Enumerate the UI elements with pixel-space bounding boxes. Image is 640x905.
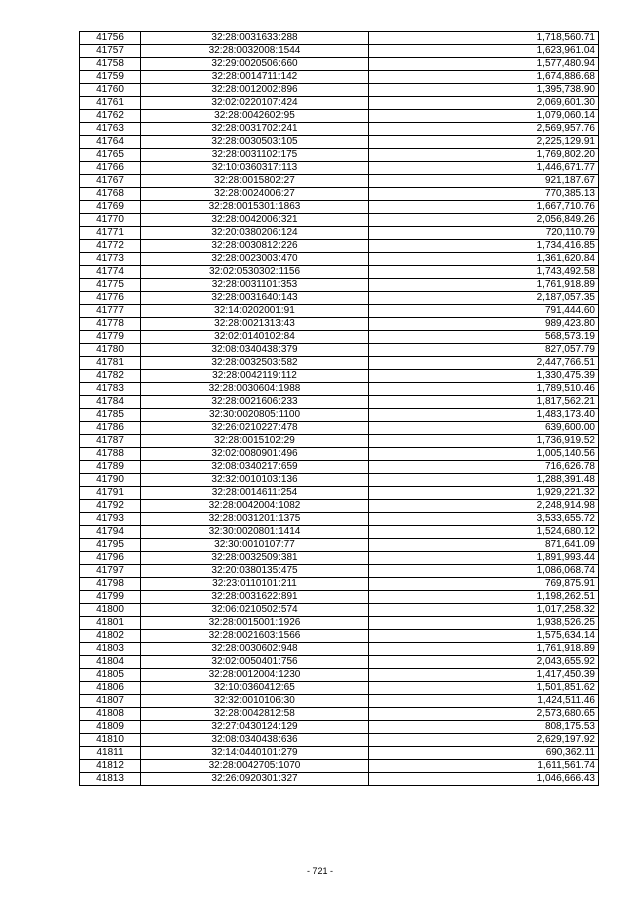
row-number-cell: 41803 [80, 643, 141, 656]
table-row [80, 331, 599, 344]
row-number-cell: 41809 [80, 721, 141, 734]
cadastral-number-cell: 32:02:0530302:1156 [141, 266, 369, 279]
table-row [80, 578, 599, 591]
page-number: - 721 - [306, 866, 333, 876]
table-row [80, 773, 599, 786]
value-cell: 1,761,918.89 [369, 279, 599, 292]
cadastral-number-cell: 32:14:0440101:279 [141, 747, 369, 760]
value-cell: 568,573.19 [369, 331, 599, 344]
table-row [80, 630, 599, 643]
table-row [80, 656, 599, 669]
cadastral-number-cell: 32:28:0042705:1070 [141, 760, 369, 773]
cadastral-number-cell: 32:28:0014711:142 [141, 71, 369, 84]
value-cell: 690,362.11 [369, 747, 599, 760]
row-number-cell: 41764 [80, 136, 141, 149]
row-number-cell: 41794 [80, 526, 141, 539]
row-number-cell: 41781 [80, 357, 141, 370]
table-row [80, 617, 599, 630]
value-cell: 871,641.09 [369, 539, 599, 552]
value-cell: 716,626.78 [369, 461, 599, 474]
table-row [80, 526, 599, 539]
row-number-cell: 41770 [80, 214, 141, 227]
cadastral-number-cell: 32:28:0012002:896 [141, 84, 369, 97]
value-cell: 1,736,919.52 [369, 435, 599, 448]
value-cell: 1,817,562.21 [369, 396, 599, 409]
row-number-cell: 41807 [80, 695, 141, 708]
cadastral-number-cell: 32:28:0032008:1544 [141, 45, 369, 58]
table-row [80, 58, 599, 71]
value-cell: 2,629,197.92 [369, 734, 599, 747]
row-number-cell: 41812 [80, 760, 141, 773]
value-cell: 1,086,068.74 [369, 565, 599, 578]
cadastral-number-cell: 32:26:0920301:327 [141, 773, 369, 786]
row-number-cell: 41761 [80, 97, 141, 110]
cadastral-number-cell: 32:08:0340438:379 [141, 344, 369, 357]
row-number-cell: 41795 [80, 539, 141, 552]
table-row [80, 71, 599, 84]
row-number-cell: 41765 [80, 149, 141, 162]
table-row [80, 175, 599, 188]
table-row [80, 344, 599, 357]
row-number-cell: 41789 [80, 461, 141, 474]
table-row [80, 383, 599, 396]
row-number-cell: 41779 [80, 331, 141, 344]
value-cell: 1,046,666.43 [369, 773, 599, 786]
value-cell: 1,330,475.39 [369, 370, 599, 383]
cadastral-number-cell: 32:28:0023003:470 [141, 253, 369, 266]
table-row [80, 305, 599, 318]
table-row [80, 708, 599, 721]
cadastral-number-cell: 32:28:0030602:948 [141, 643, 369, 656]
table-row [80, 552, 599, 565]
value-cell: 989,423.80 [369, 318, 599, 331]
value-cell: 770,385.13 [369, 188, 599, 201]
row-number-cell: 41790 [80, 474, 141, 487]
value-cell: 1,483,173.40 [369, 409, 599, 422]
value-cell: 827,057.79 [369, 344, 599, 357]
table-row [80, 435, 599, 448]
cadastral-number-cell: 32:28:0031702:241 [141, 123, 369, 136]
table-row [80, 500, 599, 513]
row-number-cell: 41768 [80, 188, 141, 201]
row-number-cell: 41758 [80, 58, 141, 71]
row-number-cell: 41757 [80, 45, 141, 58]
cadastral-number-cell: 32:28:0015802:27 [141, 175, 369, 188]
row-number-cell: 41769 [80, 201, 141, 214]
row-number-cell: 41759 [80, 71, 141, 84]
value-cell: 1,424,511.46 [369, 695, 599, 708]
value-cell: 3,533,655.72 [369, 513, 599, 526]
cadastral-number-cell: 32:28:0031633:288 [141, 32, 369, 45]
row-number-cell: 41773 [80, 253, 141, 266]
cadastral-number-cell: 32:08:0340217:659 [141, 461, 369, 474]
cadastral-number-cell: 32:30:0020801:1414 [141, 526, 369, 539]
cadastral-number-cell: 32:10:0360317:113 [141, 162, 369, 175]
value-cell: 1,005,140.56 [369, 448, 599, 461]
table-row [80, 604, 599, 617]
value-cell: 1,674,886.68 [369, 71, 599, 84]
cadastral-number-cell: 32:28:0042006:321 [141, 214, 369, 227]
cadastral-number-cell: 32:20:0380135:475 [141, 565, 369, 578]
value-cell: 1,017,258.32 [369, 604, 599, 617]
cadastral-number-cell: 32:32:0010106:30 [141, 695, 369, 708]
cadastral-number-cell: 32:28:0015102:29 [141, 435, 369, 448]
cadastral-number-cell: 32:02:0080901:496 [141, 448, 369, 461]
table-row [80, 409, 599, 422]
value-cell: 769,875.91 [369, 578, 599, 591]
row-number-cell: 41785 [80, 409, 141, 422]
table-row [80, 292, 599, 305]
value-cell: 1,417,450.39 [369, 669, 599, 682]
row-number-cell: 41801 [80, 617, 141, 630]
value-cell: 1,501,851.62 [369, 682, 599, 695]
value-cell: 1,524,680.12 [369, 526, 599, 539]
value-cell: 2,056,849.26 [369, 214, 599, 227]
value-cell: 1,623,961.04 [369, 45, 599, 58]
cadastral-number-cell: 32:02:0220107:424 [141, 97, 369, 110]
row-number-cell: 41783 [80, 383, 141, 396]
value-cell: 1,577,480.94 [369, 58, 599, 71]
table-row [80, 136, 599, 149]
table-row [80, 214, 599, 227]
cadastral-number-cell: 32:30:0010107:77 [141, 539, 369, 552]
cadastral-number-cell: 32:28:0015301:1863 [141, 201, 369, 214]
row-number-cell: 41774 [80, 266, 141, 279]
value-cell: 2,043,655.92 [369, 656, 599, 669]
value-cell: 1,079,060.14 [369, 110, 599, 123]
value-cell: 1,929,221.32 [369, 487, 599, 500]
value-cell: 1,611,561.74 [369, 760, 599, 773]
cadastral-number-cell: 32:28:0030503:105 [141, 136, 369, 149]
value-cell: 2,447,766.51 [369, 357, 599, 370]
row-number-cell: 41780 [80, 344, 141, 357]
value-cell: 791,444.60 [369, 305, 599, 318]
value-cell: 1,734,416.85 [369, 240, 599, 253]
row-number-cell: 41776 [80, 292, 141, 305]
row-number-cell: 41811 [80, 747, 141, 760]
table-row [80, 695, 599, 708]
row-number-cell: 41792 [80, 500, 141, 513]
row-number-cell: 41778 [80, 318, 141, 331]
table-row [80, 227, 599, 240]
row-number-cell: 41791 [80, 487, 141, 500]
table-row [80, 747, 599, 760]
table-row [80, 513, 599, 526]
cadastral-number-cell: 32:28:0032509:381 [141, 552, 369, 565]
row-number-cell: 41800 [80, 604, 141, 617]
cadastral-value-table [79, 31, 599, 786]
table-row [80, 32, 599, 45]
table-row [80, 461, 599, 474]
table-row [80, 97, 599, 110]
table-row [80, 487, 599, 500]
row-number-cell: 41777 [80, 305, 141, 318]
table-row [80, 201, 599, 214]
row-number-cell: 41775 [80, 279, 141, 292]
value-cell: 2,225,129.91 [369, 136, 599, 149]
cadastral-number-cell: 32:28:0031101:353 [141, 279, 369, 292]
value-cell: 1,667,710.76 [369, 201, 599, 214]
row-number-cell: 41799 [80, 591, 141, 604]
row-number-cell: 41808 [80, 708, 141, 721]
cadastral-number-cell: 32:28:0042812:58 [141, 708, 369, 721]
value-cell: 1,198,262.51 [369, 591, 599, 604]
row-number-cell: 41804 [80, 656, 141, 669]
value-cell: 808,175.53 [369, 721, 599, 734]
cadastral-number-cell: 32:28:0021603:1566 [141, 630, 369, 643]
cadastral-number-cell: 32:28:0030812:226 [141, 240, 369, 253]
value-cell: 2,187,057.35 [369, 292, 599, 305]
value-cell: 1,789,510.46 [369, 383, 599, 396]
cadastral-number-cell: 32:08:0340438:636 [141, 734, 369, 747]
cadastral-number-cell: 32:28:0042004:1082 [141, 500, 369, 513]
row-number-cell: 41798 [80, 578, 141, 591]
value-cell: 921,187.67 [369, 175, 599, 188]
row-number-cell: 41793 [80, 513, 141, 526]
table-row [80, 370, 599, 383]
cadastral-number-cell: 32:14:0202001:91 [141, 305, 369, 318]
cadastral-number-cell: 32:28:0031201:1375 [141, 513, 369, 526]
cadastral-number-cell: 32:10:0360412:65 [141, 682, 369, 695]
cadastral-number-cell: 32:28:0021313:43 [141, 318, 369, 331]
cadastral-number-cell: 32:28:0032503:582 [141, 357, 369, 370]
value-cell: 1,938,526.25 [369, 617, 599, 630]
table-row [80, 188, 599, 201]
row-number-cell: 41802 [80, 630, 141, 643]
cadastral-number-cell: 32:28:0015001:1926 [141, 617, 369, 630]
table-row [80, 734, 599, 747]
cadastral-number-cell: 32:23:0110101:211 [141, 578, 369, 591]
row-number-cell: 41796 [80, 552, 141, 565]
value-cell: 2,069,601.30 [369, 97, 599, 110]
table-row [80, 253, 599, 266]
cadastral-number-cell: 32:06:0210502:574 [141, 604, 369, 617]
cadastral-number-cell: 32:29:0020506:660 [141, 58, 369, 71]
row-number-cell: 41762 [80, 110, 141, 123]
table-body [80, 32, 599, 786]
row-number-cell: 41810 [80, 734, 141, 747]
table-row [80, 162, 599, 175]
cadastral-number-cell: 32:02:0050401:756 [141, 656, 369, 669]
row-number-cell: 41787 [80, 435, 141, 448]
value-cell: 1,361,620.84 [369, 253, 599, 266]
cadastral-number-cell: 32:28:0031102:175 [141, 149, 369, 162]
row-number-cell: 41805 [80, 669, 141, 682]
cadastral-number-cell: 32:27:0430124:129 [141, 721, 369, 734]
table-row [80, 110, 599, 123]
cadastral-number-cell: 32:28:0021606:233 [141, 396, 369, 409]
cadastral-number-cell: 32:28:0031640:143 [141, 292, 369, 305]
table-row [80, 474, 599, 487]
row-number-cell: 41763 [80, 123, 141, 136]
row-number-cell: 41767 [80, 175, 141, 188]
value-cell: 1,575,634.14 [369, 630, 599, 643]
value-cell: 2,573,680.65 [369, 708, 599, 721]
table-row [80, 123, 599, 136]
value-cell: 1,891,993.44 [369, 552, 599, 565]
row-number-cell: 41766 [80, 162, 141, 175]
cadastral-number-cell: 32:28:0042119:112 [141, 370, 369, 383]
value-cell: 2,248,914.98 [369, 500, 599, 513]
cadastral-number-cell: 32:30:0020805:1100 [141, 409, 369, 422]
table-row [80, 669, 599, 682]
value-cell: 1,761,918.89 [369, 643, 599, 656]
row-number-cell: 41784 [80, 396, 141, 409]
cadastral-number-cell: 32:28:0014611:254 [141, 487, 369, 500]
row-number-cell: 41772 [80, 240, 141, 253]
table-row [80, 721, 599, 734]
row-number-cell: 41806 [80, 682, 141, 695]
row-number-cell: 41788 [80, 448, 141, 461]
row-number-cell: 41797 [80, 565, 141, 578]
table-row [80, 84, 599, 97]
value-cell: 639,600.00 [369, 422, 599, 435]
value-cell: 2,569,957.76 [369, 123, 599, 136]
row-number-cell: 41782 [80, 370, 141, 383]
table-row [80, 396, 599, 409]
value-cell: 1,395,738.90 [369, 84, 599, 97]
table-row [80, 643, 599, 656]
table-row [80, 45, 599, 58]
table-row [80, 279, 599, 292]
table-row [80, 266, 599, 279]
table-row [80, 318, 599, 331]
cadastral-number-cell: 32:28:0012004:1230 [141, 669, 369, 682]
value-cell: 720,110.79 [369, 227, 599, 240]
table-row [80, 591, 599, 604]
row-number-cell: 41771 [80, 227, 141, 240]
value-cell: 1,718,560.71 [369, 32, 599, 45]
value-cell: 1,743,492.58 [369, 266, 599, 279]
table-row [80, 149, 599, 162]
cadastral-number-cell: 32:02:0140102:84 [141, 331, 369, 344]
value-cell: 1,769,802.20 [369, 149, 599, 162]
table-row [80, 422, 599, 435]
row-number-cell: 41813 [80, 773, 141, 786]
row-number-cell: 41756 [80, 32, 141, 45]
table-row [80, 539, 599, 552]
table-row [80, 565, 599, 578]
cadastral-number-cell: 32:20:0380206:124 [141, 227, 369, 240]
cadastral-number-cell: 32:28:0031622:891 [141, 591, 369, 604]
cadastral-number-cell: 32:26:0210227:478 [141, 422, 369, 435]
cadastral-number-cell: 32:32:0010103:136 [141, 474, 369, 487]
table-row [80, 682, 599, 695]
row-number-cell: 41786 [80, 422, 141, 435]
cadastral-number-cell: 32:28:0024006:27 [141, 188, 369, 201]
row-number-cell: 41760 [80, 84, 141, 97]
value-cell: 1,446,671.77 [369, 162, 599, 175]
table-row [80, 240, 599, 253]
table-row [80, 760, 599, 773]
table-row [80, 448, 599, 461]
value-cell: 1,288,391.48 [369, 474, 599, 487]
cadastral-number-cell: 32:28:0030604:1988 [141, 383, 369, 396]
table-row [80, 357, 599, 370]
cadastral-number-cell: 32:28:0042602:95 [141, 110, 369, 123]
